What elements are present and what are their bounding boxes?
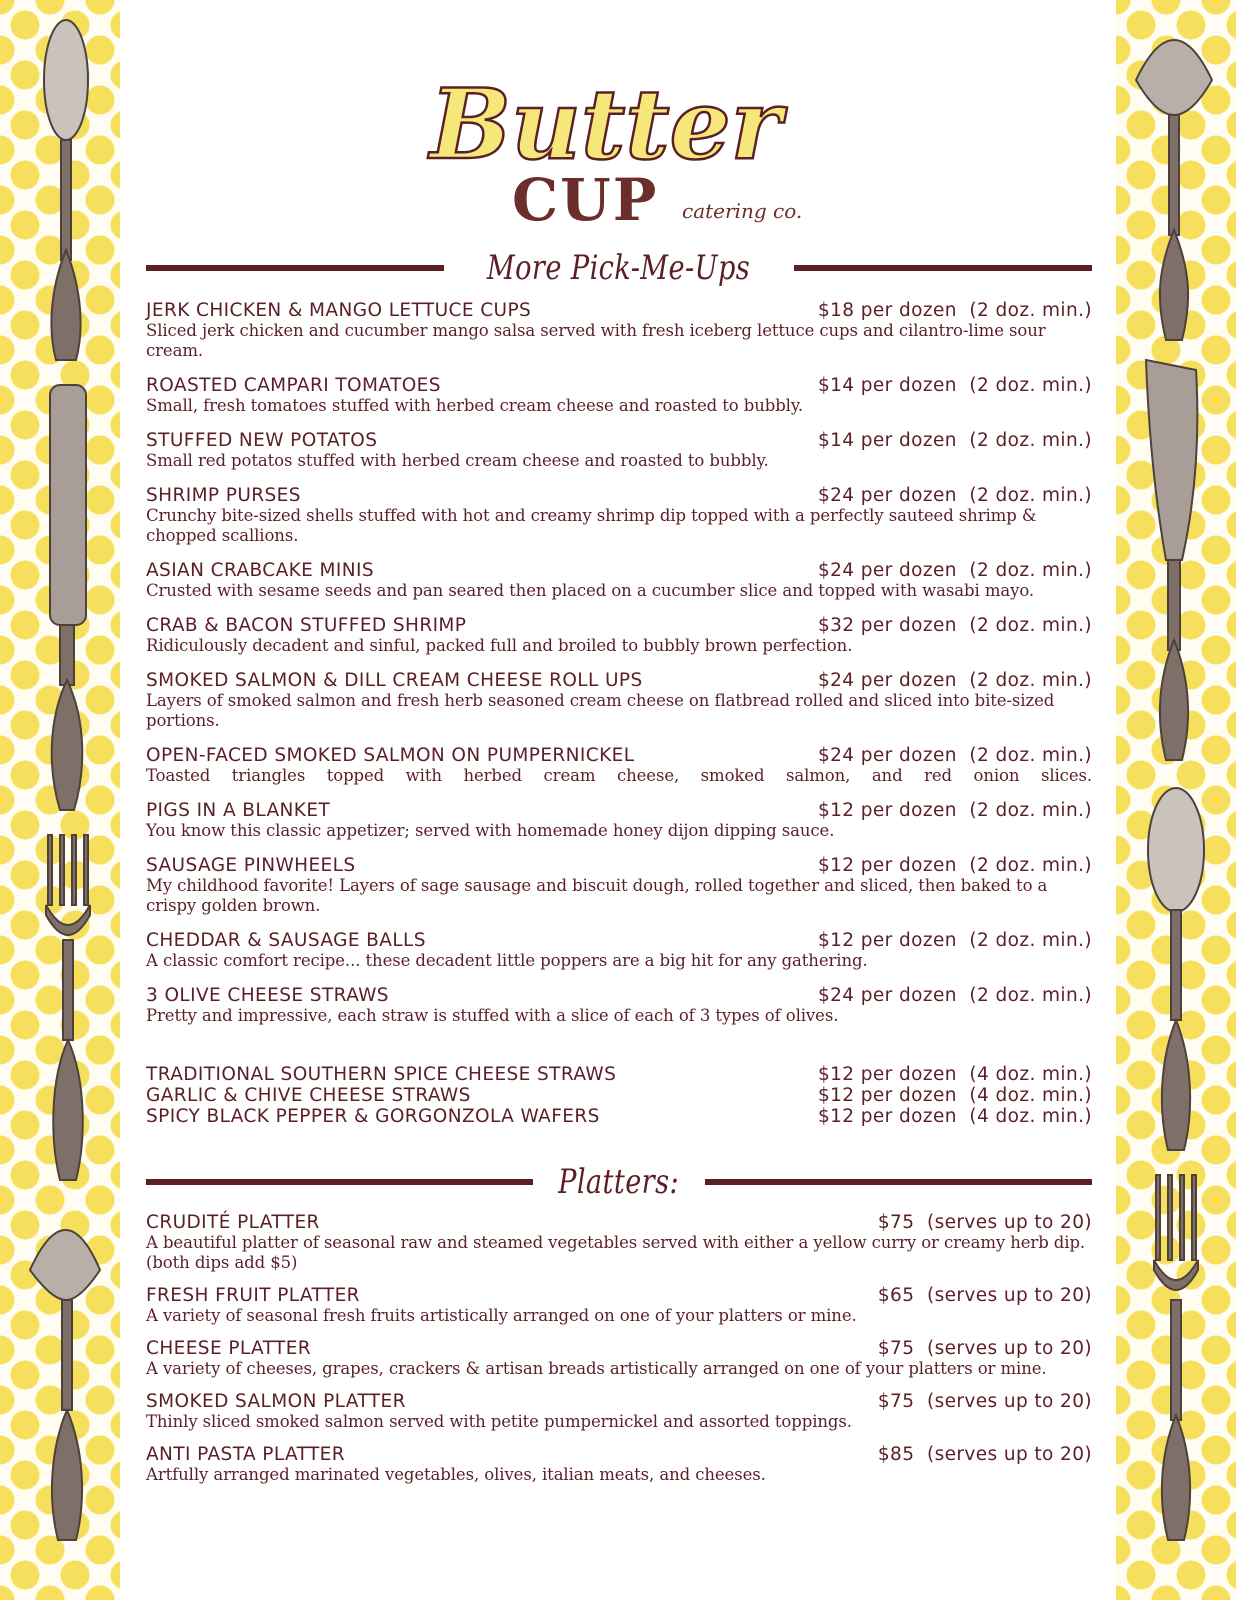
menu-item xyxy=(146,1285,1092,1326)
menu-item xyxy=(146,670,1092,731)
menu-item-description: A beautiful platter of seasonal raw and steamed vegetables served with either a yellow curry or creamy herb dip. (both dips add $5) xyxy=(146,1233,1086,1272)
cheese-straws-list xyxy=(146,1064,1092,1127)
menu-item-description: Sliced jerk chicken and cucumber mango salsa served with fresh iceberg lettuce cups and cilantro-lime sour cream. xyxy=(146,321,1046,360)
menu-item-name: SMOKED SALMON PLATTER xyxy=(146,1391,406,1412)
menu-item-price: $24 per dozen (2 doz. min.) xyxy=(817,745,1092,766)
menu-item-name: OPEN-FACED SMOKED SALMON ON PUMPERNICKEL xyxy=(146,745,635,766)
menu-item-price: $75 (serves up to 20) xyxy=(877,1212,1092,1233)
menu-item-description: Toasted triangles topped with herbed cream cheese, smoked salmon, and red onion slices. xyxy=(146,766,1092,785)
menu-item-row xyxy=(146,670,1092,691)
divider-rule xyxy=(794,265,1092,271)
menu-item-description: My childhood favorite! Layers of sage sausage and biscuit dough, rolled together and sliced, then baked to a crispy golden brown. xyxy=(146,876,1048,915)
menu-item-price: $24 per dozen (2 doz. min.) xyxy=(817,985,1092,1006)
menu-item-name: PIGS IN A BLANKET xyxy=(146,800,331,821)
menu-item-name: JERK CHICKEN & MANGO LETTUCE CUPS xyxy=(146,300,532,321)
menu-item-row xyxy=(146,745,1092,766)
menu-item-price: $24 per dozen (2 doz. min.) xyxy=(817,670,1092,691)
menu-item-row xyxy=(146,985,1092,1006)
menu-item xyxy=(146,485,1092,546)
menu-item-name: SPICY BLACK PEPPER & GORGONZOLA WAFERS xyxy=(146,1106,600,1127)
menu-item-row xyxy=(146,930,1092,951)
menu-item-name: SMOKED SALMON & DILL CREAM CHEESE ROLL UPS xyxy=(146,670,643,691)
menu-item-name: ASIAN CRABCAKE MINIS xyxy=(146,560,375,581)
menu-item-row xyxy=(146,1085,1092,1106)
menu-item-description: Thinly sliced smoked salmon served with petite pumpernickel and assorted toppings. xyxy=(146,1412,852,1431)
left-silverware-illustration xyxy=(0,0,120,1600)
menu-item-row xyxy=(146,1285,1092,1306)
butter-cup-logo xyxy=(420,48,820,238)
menu-item-row xyxy=(146,1064,1092,1085)
menu-item-price: $32 per dozen (2 doz. min.) xyxy=(817,615,1092,636)
menu-item-row xyxy=(146,1212,1092,1233)
menu-item xyxy=(146,1085,1092,1106)
section-header-pickmeups xyxy=(146,248,1092,288)
menu-item-row xyxy=(146,1106,1092,1127)
menu-item-row xyxy=(146,485,1092,506)
menu-item-row xyxy=(146,430,1092,451)
menu-item-description: A classic comfort recipe... these decadent little poppers are a big hit for any gathering. xyxy=(146,951,868,970)
menu-item-price: $75 (serves up to 20) xyxy=(877,1391,1092,1412)
logo-catering-text: catering co. xyxy=(682,199,803,223)
right-silverware-illustration xyxy=(1116,0,1236,1600)
menu-item-description: Small red potatos stuffed with herbed cream cheese and roasted to bubbly. xyxy=(146,451,769,470)
left-border-pattern xyxy=(0,0,120,1600)
menu-item xyxy=(146,430,1092,471)
menu-item-price: $75 (serves up to 20) xyxy=(877,1338,1092,1359)
menu-item-price: $12 per dozen (4 doz. min.) xyxy=(817,1064,1092,1085)
menu-item-price: $12 per dozen (4 doz. min.) xyxy=(817,1106,1092,1127)
menu-item xyxy=(146,1338,1092,1379)
menu-item-row xyxy=(146,1338,1092,1359)
menu-item-row xyxy=(146,1391,1092,1412)
menu-item-row xyxy=(146,855,1092,876)
menu-item-name: CHEESE PLATTER xyxy=(146,1338,312,1359)
menu-item-description: Crunchy bite-sized shells stuffed with hot and creamy shrimp dip topped with a perfectly sauteed shrimp & chopped scallions. xyxy=(146,506,1037,545)
menu-item-name: SAUSAGE PINWHEELS xyxy=(146,855,356,876)
menu-item-price: $14 per dozen (2 doz. min.) xyxy=(817,375,1092,396)
section-title: Platters: xyxy=(558,1162,680,1202)
menu-item-name: ANTI PASTA PLATTER xyxy=(146,1444,346,1465)
menu-item-description: You know this classic appetizer; served with homemade honey dijon dipping sauce. xyxy=(146,821,835,840)
menu-item-description: Pretty and impressive, each straw is stuffed with a slice of each of 3 types of olives. xyxy=(146,1006,839,1025)
menu-item-name: ROASTED CAMPARI TOMATOES xyxy=(146,375,441,396)
menu-item-price: $24 per dozen (2 doz. min.) xyxy=(817,560,1092,581)
menu-item-name: CHEDDAR & SAUSAGE BALLS xyxy=(146,930,426,951)
menu-item-price: $85 (serves up to 20) xyxy=(877,1444,1092,1465)
menu-item xyxy=(146,745,1092,786)
menu-item-price: $12 per dozen (2 doz. min.) xyxy=(817,855,1092,876)
menu-item-price: $14 per dozen (2 doz. min.) xyxy=(817,430,1092,451)
pickmeups-list xyxy=(146,300,1092,1040)
menu-item xyxy=(146,1064,1092,1085)
section-title: More Pick-Me-Ups xyxy=(487,248,751,288)
menu-item xyxy=(146,1391,1092,1432)
divider-rule xyxy=(705,1179,1092,1185)
menu-item xyxy=(146,615,1092,656)
menu-item-name: 3 OLIVE CHEESE STRAWS xyxy=(146,985,389,1006)
menu-item-row xyxy=(146,375,1092,396)
menu-item-price: $18 per dozen (2 doz. min.) xyxy=(817,300,1092,321)
menu-item-price: $12 per dozen (2 doz. min.) xyxy=(817,930,1092,951)
menu-item-row xyxy=(146,800,1092,821)
menu-item-description: A variety of seasonal fresh fruits artistically arranged on one of your platters or mine. xyxy=(146,1306,857,1325)
menu-item-price: $24 per dozen (2 doz. min.) xyxy=(817,485,1092,506)
menu-item xyxy=(146,855,1092,916)
menu-item-description: A variety of cheeses, grapes, crackers & artisan breads artistically arranged on one of your platters or mine. xyxy=(146,1359,1047,1378)
menu-item-name: STUFFED NEW POTATOS xyxy=(146,430,378,451)
menu-item-name: SHRIMP PURSES xyxy=(146,485,301,506)
menu-item-row xyxy=(146,1444,1092,1465)
menu-item-price: $12 per dozen (2 doz. min.) xyxy=(817,800,1092,821)
menu-item-row xyxy=(146,300,1092,321)
menu-item-name: FRESH FRUIT PLATTER xyxy=(146,1285,360,1306)
menu-item-price: $65 (serves up to 20) xyxy=(877,1285,1092,1306)
menu-item xyxy=(146,800,1092,841)
menu-item-name: CRUDITÉ PLATTER xyxy=(146,1212,320,1233)
menu-item-name: GARLIC & CHIVE CHEESE STRAWS xyxy=(146,1085,471,1106)
menu-item xyxy=(146,560,1092,601)
menu-item-description: Crusted with sesame seeds and pan seared then placed on a cucumber slice and topped with wasabi mayo. xyxy=(146,581,1035,600)
menu-item xyxy=(146,1444,1092,1485)
logo-cup-text: CUP xyxy=(512,166,659,234)
menu-item-price: $12 per dozen (4 doz. min.) xyxy=(817,1085,1092,1106)
section-header-platters xyxy=(146,1162,1092,1202)
menu-item xyxy=(146,930,1092,971)
divider-rule xyxy=(146,265,444,271)
menu-item-name: CRAB & BACON STUFFED SHRIMP xyxy=(146,615,467,636)
menu-item-row xyxy=(146,615,1092,636)
menu-item-description: Small, fresh tomatoes stuffed with herbed cream cheese and roasted to bubbly. xyxy=(146,396,804,415)
menu-item-description: Ridiculously decadent and sinful, packed full and broiled to bubbly brown perfection. xyxy=(146,636,853,655)
divider-rule xyxy=(146,1179,533,1185)
right-border-pattern xyxy=(1116,0,1236,1600)
logo-butter-text: Butter xyxy=(430,68,782,181)
menu-item-description: Artfully arranged marinated vegetables, olives, italian meats, and cheeses. xyxy=(146,1465,766,1484)
menu-item-description: Layers of smoked salmon and fresh herb seasoned cream cheese on flatbread rolled and sliced into bite-sized portions. xyxy=(146,691,1055,730)
platters-list xyxy=(146,1212,1092,1497)
menu-item xyxy=(146,1106,1092,1127)
menu-item xyxy=(146,300,1092,361)
menu-item-row xyxy=(146,560,1092,581)
menu-item xyxy=(146,1212,1092,1273)
menu-item xyxy=(146,375,1092,416)
menu-item xyxy=(146,985,1092,1026)
menu-item-name: TRADITIONAL SOUTHERN SPICE CHEESE STRAWS xyxy=(146,1064,617,1085)
